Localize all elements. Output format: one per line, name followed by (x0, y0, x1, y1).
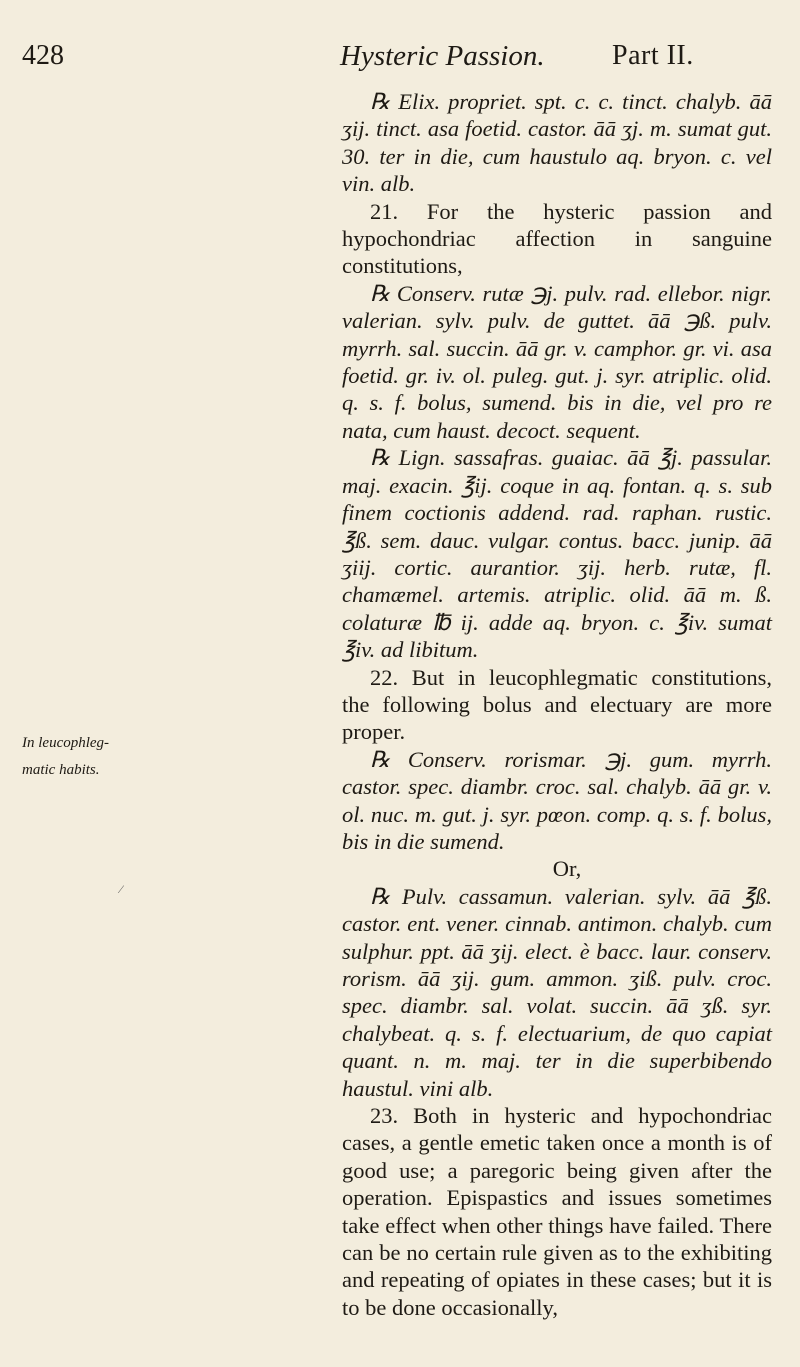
prescription-paragraph: ℞ Conserv. rutæ ℈j. pulv. rad. ellebor. nigr. valerian. sylv. pulv. de guttet. āā ℈ß. pulv. myrrh. sal. succin. āā gr. v. camphor. gr. vi. asa foetid. gr. iv. ol. puleg. gut. j. syr. atriplic. olid. q. s. f. bolus, sumend. bis in die, vel pro re nata, cum haust. decoct. sequent. (342, 280, 772, 443)
prescription-paragraph: ℞ Pulv. cassamun. valerian. sylv. āā ℥ß. castor. ent. vener. cinnab. antimon. chalyb. cum sulphur. ppt. āā ʒij. elect. è bacc. laur. conserv. rorism. āā ʒij. gum. ammon. ʒiß. pulv. croc. spec. diambr. sal. volat. succin. āā ʒß. syr. chalybeat. q. s. f. electuarium, de quo capiat quant. n. m. maj. ter in die superbibendo haustul. vini alb. (342, 883, 772, 1101)
text-paragraph: 22. But in leucophlegmatic constitutions, the following bolus and electuary are more proper. (342, 664, 772, 745)
text-paragraph: 21. For the hysteric passion and hypochondriac affection in sanguine constitutions, (342, 198, 772, 279)
or-divider: Or, (552, 856, 582, 882)
page-header (0, 40, 800, 80)
text-paragraph: 23. Both in hysteric and hypochondriac cases, a gentle emetic taken once a month is of good use; a paregoric being given after the operation. Epispastics and issues sometimes take effect when other things have failed. There can be no certain rule given as to the exhibiting and repeating of opiates in these cases; but it is to be done occasionally, (342, 1103, 772, 1320)
running-title: Hysteric Passion. (340, 40, 545, 72)
page-number: 428 (22, 40, 64, 71)
prescription-paragraph: ℞ Elix. propriet. spt. c. c. tinct. chalyb. āā ʒij. tinct. asa foetid. castor. āā ʒj. m. sumat gut. 30. ter in die, cum haustulo aq. bryon. c. vel vin. alb. (342, 89, 772, 197)
ink-mark: ⁄ (120, 882, 123, 896)
prescription-paragraph: ℞ Conserv. rorismar. ℈j. gum. myrrh. castor. spec. diambr. croc. sal. chalyb. āā gr. v. ol. nuc. m. gut. j. syr. pœon. comp. q. s. f. bolus, bis in die sumend. (342, 746, 772, 854)
margin-note: In leucophleg-matic habits. (22, 735, 110, 778)
prescription-paragraph: ℞ Lign. sassafras. guaiac. āā ℥j. passular. maj. exacin. ℥ij. coque in aq. fontan. q. s. sub finem coctionis addend. rad. raphan. rustic. ℥ß. sem. dauc. vulgar. contus. bacc. junip. āā ʒiij. cortic. aurantior. ʒij. herb. rutæ, fl. chamæmel. artemis. atriplic. olid. āā m. ß. colaturæ ℔ ij. adde aq. bryon. c. ℥iv. sumat ℥iv. ad libitum. (342, 445, 772, 663)
body-text (342, 88, 772, 1321)
part-label: Part II. (612, 40, 694, 71)
